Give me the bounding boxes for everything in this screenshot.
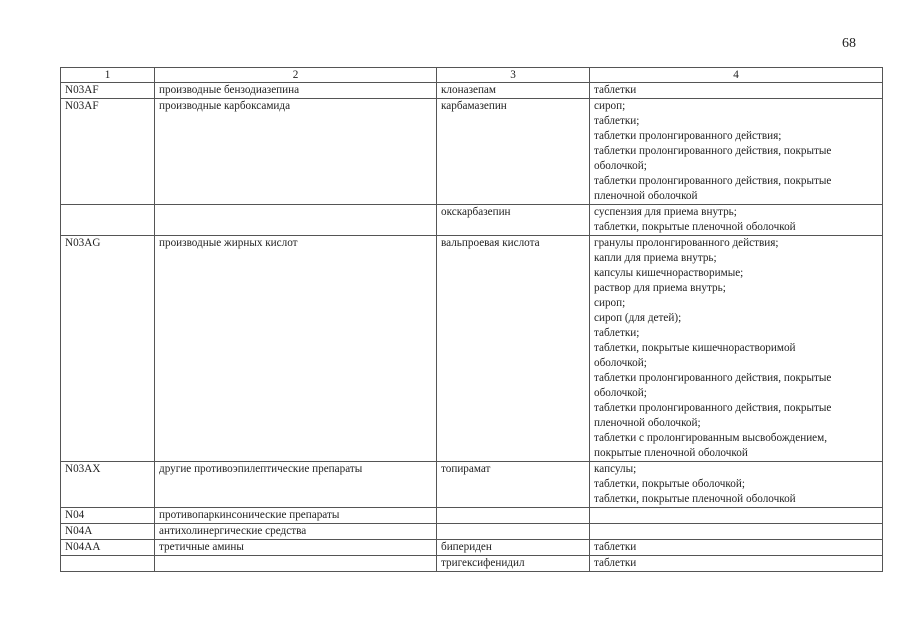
dosage-forms-cell bbox=[590, 508, 883, 524]
group-name-cell: производные карбоксамида bbox=[155, 99, 437, 205]
dosage-forms-cell bbox=[590, 540, 883, 556]
dosage-form-line: таблетки, покрытые пленочной оболочкой bbox=[594, 221, 796, 233]
group-name-cell: другие противоэпилептические препараты bbox=[155, 462, 437, 508]
dosage-form-line: таблетки, покрытые оболочкой; bbox=[594, 478, 745, 490]
atc-code-cell: N04A bbox=[61, 524, 155, 540]
dosage-form-line: таблетки, покрытые пленочной оболочкой bbox=[594, 493, 796, 505]
dosage-form-line: капли для приема внутрь; bbox=[594, 252, 717, 264]
table-row bbox=[61, 524, 883, 540]
dosage-forms-cell bbox=[590, 205, 883, 236]
drug-name-cell: вальпроевая кислота bbox=[437, 236, 590, 462]
drug-name-cell: клоназепам bbox=[437, 83, 590, 99]
column-header: 1 bbox=[61, 68, 155, 83]
atc-code-cell: N03AF bbox=[61, 83, 155, 99]
atc-code-cell: N03AX bbox=[61, 462, 155, 508]
dosage-form-line: сироп (для детей); bbox=[594, 312, 682, 324]
dosage-form-line: пленочной оболочкой; bbox=[594, 417, 701, 429]
dosage-form-line: таблетки с пролонгированным высвобождением, bbox=[594, 432, 828, 444]
dosage-form-line: оболочкой; bbox=[594, 387, 647, 399]
dosage-form-line: таблетки пролонгированного действия, покрытые bbox=[594, 145, 832, 157]
dosage-form-line: таблетки; bbox=[594, 327, 640, 339]
drug-table bbox=[60, 67, 883, 572]
dosage-form-line: таблетки, покрытые кишечнорастворимой bbox=[594, 342, 796, 354]
drug-name-cell bbox=[437, 508, 590, 524]
group-name-cell bbox=[155, 556, 437, 572]
drug-name-cell bbox=[437, 524, 590, 540]
drug-name-cell: тригексифенидил bbox=[437, 556, 590, 572]
dosage-forms-cell bbox=[590, 462, 883, 508]
group-name-cell: третичные амины bbox=[155, 540, 437, 556]
group-name-cell bbox=[155, 205, 437, 236]
dosage-forms-cell bbox=[590, 524, 883, 540]
table-header-row bbox=[61, 68, 883, 83]
dosage-form-line: таблетки bbox=[594, 557, 637, 569]
table-row bbox=[61, 462, 883, 508]
atc-code-cell bbox=[61, 556, 155, 572]
table-row bbox=[61, 83, 883, 99]
group-name-cell: антихолинергические средства bbox=[155, 524, 437, 540]
dosage-forms-cell bbox=[590, 83, 883, 99]
dosage-form-line: таблетки; bbox=[594, 115, 640, 127]
dosage-forms-cell bbox=[590, 556, 883, 572]
dosage-form-line: суспензия для приема внутрь; bbox=[594, 206, 737, 218]
dosage-form-line: раствор для приема внутрь; bbox=[594, 282, 726, 294]
table-row bbox=[61, 556, 883, 572]
column-header: 4 bbox=[590, 68, 883, 83]
dosage-form-line: таблетки bbox=[594, 541, 637, 553]
drug-name-cell: бипериден bbox=[437, 540, 590, 556]
table-row bbox=[61, 540, 883, 556]
dosage-form-line: покрытые пленочной оболочкой bbox=[594, 447, 748, 459]
table-row bbox=[61, 508, 883, 524]
atc-code-cell: N03AG bbox=[61, 236, 155, 462]
dosage-form-line: капсулы; bbox=[594, 463, 637, 475]
dosage-form-line: капсулы кишечнорастворимые; bbox=[594, 267, 744, 279]
dosage-form-line: оболочкой; bbox=[594, 160, 647, 172]
atc-code-cell: N04AA bbox=[61, 540, 155, 556]
dosage-form-line: таблетки пролонгированного действия, покрытые bbox=[594, 402, 832, 414]
column-header: 2 bbox=[155, 68, 437, 83]
group-name-cell: противопаркинсонические препараты bbox=[155, 508, 437, 524]
dosage-form-line: таблетки bbox=[594, 84, 637, 96]
atc-code-cell bbox=[61, 205, 155, 236]
dosage-forms-cell bbox=[590, 236, 883, 462]
dosage-forms-cell bbox=[590, 99, 883, 205]
table-row bbox=[61, 99, 883, 205]
column-header: 3 bbox=[437, 68, 590, 83]
dosage-form-line: таблетки пролонгированного действия, покрытые bbox=[594, 372, 832, 384]
page-number: 68 bbox=[842, 36, 856, 51]
table-row bbox=[61, 236, 883, 462]
group-name-cell: производные жирных кислот bbox=[155, 236, 437, 462]
group-name-cell: производные бензодиазепина bbox=[155, 83, 437, 99]
atc-code-cell: N04 bbox=[61, 508, 155, 524]
drug-name-cell: окскарбазепин bbox=[437, 205, 590, 236]
dosage-form-line: сироп; bbox=[594, 297, 626, 309]
atc-code-cell: N03AF bbox=[61, 99, 155, 205]
dosage-form-line: пленочной оболочкой bbox=[594, 190, 698, 202]
table-row bbox=[61, 205, 883, 236]
drug-name-cell: топирамат bbox=[437, 462, 590, 508]
dosage-form-line: сироп; bbox=[594, 100, 626, 112]
dosage-form-line: таблетки пролонгированного действия; bbox=[594, 130, 782, 142]
dosage-form-line: оболочкой; bbox=[594, 357, 647, 369]
dosage-form-line: таблетки пролонгированного действия, покрытые bbox=[594, 175, 832, 187]
drug-name-cell: карбамазепин bbox=[437, 99, 590, 205]
dosage-form-line: гранулы пролонгированного действия; bbox=[594, 237, 779, 249]
